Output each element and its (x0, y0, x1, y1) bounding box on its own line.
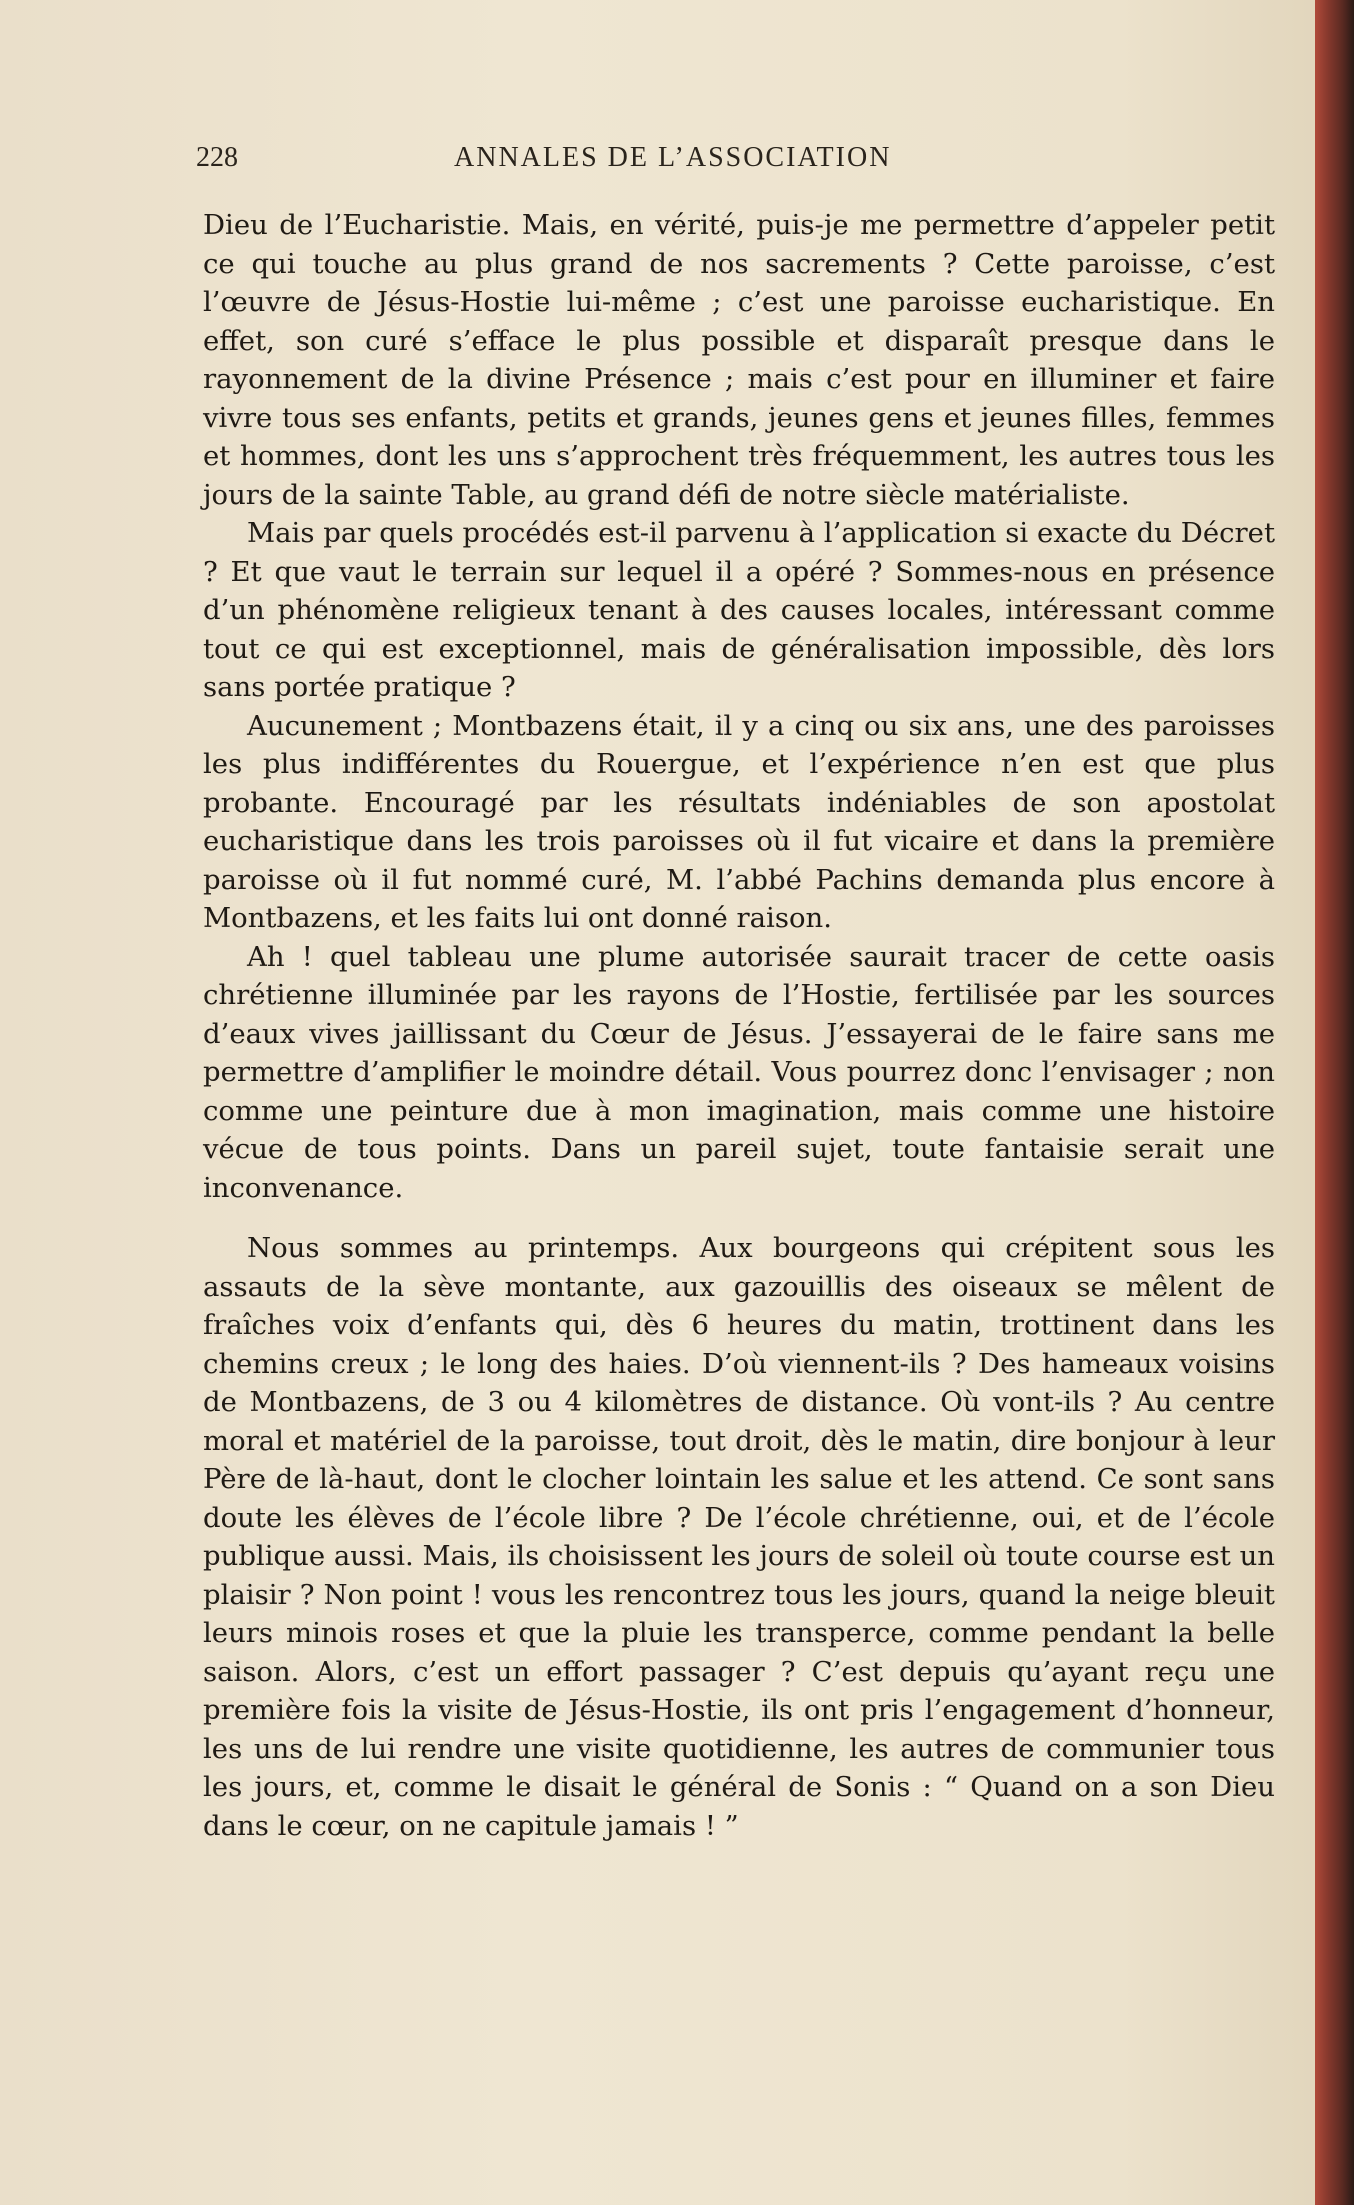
paragraph-4: Ah ! quel tableau une plume autorisée saurait tracer de cette oasis chrétienne illuminée par les rayons de l’Hostie, fertilisée par les sources d’eaux vives jaillissant du Cœur de Jésus. J’essayerai de le faire sans me permettre d’amplifier le moindre détail. Vous pourrez donc l’envisager ; non comme une peinture due à mon imagination, mais comme une histoire vécue de tous points. Dans un pareil sujet, toute fantaisie serait une inconvenance. (203, 940, 1275, 1204)
paragraph-3: Aucunement ; Montbazens était, il y a cinq ou six ans, une des paroisses les plus indifférentes du Rouergue, et l’expérience n’en est que plus probante. Encouragé par les résultats indéniables de son apostolat eucharistique dans les trois paroisses où il fut vicaire et dans la première paroisse où il fut nommé curé, M. l’abbé Pachins demanda plus encore à Montbazens, et les faits lui ont donné raison. (203, 709, 1275, 934)
page-number: 228 (196, 142, 238, 173)
page-header (196, 142, 1016, 182)
running-head: ANNALES DE L’ASSOCIATION (454, 142, 892, 173)
page-body (203, 206, 1275, 1845)
paragraph-2: Mais par quels procédés est-il parvenu à l’application si exacte du Décret ? Et que vaut le terrain sur lequel il a opéré ? Sommes-nous en présence d’un phénomène religieux tenant à des causes locales, intéressant comme tout ce qui est exceptionnel, mais de généralisation impossible, dès lors sans portée pratique ? (203, 517, 1275, 703)
paragraph-5: Nous sommes au printemps. Aux bourgeons qui crépitent sous les assauts de la sève montante, aux gazouillis des oiseaux se mêlent de fraîches voix d’enfants qui, dès 6 heures du matin, trottinent dans les chemins creux ; le long des haies. D’où viennent-ils ? Des hameaux voisins de Montbazens, de 3 ou 4 kilomètres de distance. Où vont-ils ? Au centre moral et matériel de la paroisse, tout droit, dès le matin, dire bonjour à leur Père de là-haut, dont le clocher lointain les salue et les attend. Ce sont sans doute les élèves de l’école libre ? De l’école chrétienne, oui, et de l’école publique aussi. Mais, ils choisissent les jours de soleil où toute course est un plaisir ? Non point ! vous les rencontrez tous les jours, quand la neige bleuit leurs minois roses et que la pluie les transperce, comme pendant la belle saison. Alors, c’est un effort passager ? C’est depuis qu’ayant reçu une première fois la visite de Jésus-Hostie, ils ont pris l’engagement d’honneur, les uns de lui rendre une visite quotidienne, les autres de communier tous les jours, et, comme le disait le général de Sonis : “ Quand on a son Dieu dans le cœur, on ne capitule jamais ! ” (203, 1232, 1275, 1842)
book-edge (1315, 0, 1354, 2205)
paragraph-1: Dieu de l’Eucharistie. Mais, en vérité, puis-je me permettre d’appeler petit ce qui touche au plus grand de nos sacrements ? Cette paroisse, c’est l’œuvre de Jésus-Hostie lui-même ; c’est une paroisse eucharistique. En effet, son curé s’efface le plus possible et disparaît presque dans le rayonnement de la divine Présence ; mais c’est pour en illuminer et faire vivre tous ses enfants, petits et grands, jeunes gens et jeunes filles, femmes et hommes, dont les uns s’approchent très fréquemment, les autres tous les jours de la sainte Table, au grand défi de notre siècle matérialiste. (203, 209, 1275, 511)
